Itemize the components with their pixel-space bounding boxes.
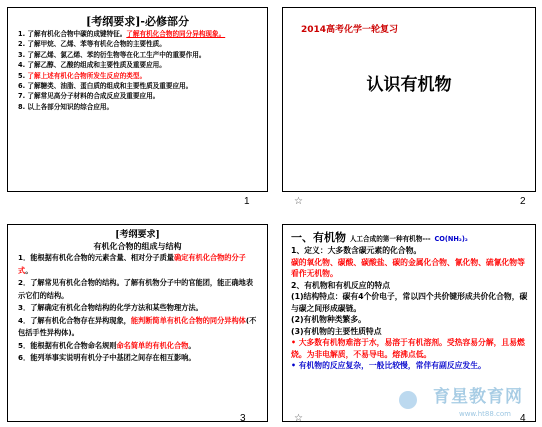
item-text: 以上各部分知识的综合应用。 [27, 102, 114, 111]
slide-4-line: • 大多数有机物难溶于水，易溶于有机溶剂。受热容易分解，且易燃烧。为非电解质，不易导电。熔沸点低。 [291, 338, 525, 359]
item-text: 了解乙醇、乙酸的组成和主要性质及重要应用。 [27, 61, 166, 70]
item-post: 。 [25, 265, 33, 275]
star-icon: ☆ [294, 196, 303, 207]
item-pre: 4．了解有机化合物存在异构现象， [18, 315, 131, 325]
slide-4[interactable] [282, 224, 536, 422]
slide-3[interactable] [7, 224, 268, 422]
slide-1-item [18, 39, 259, 49]
item-pre: 1．能根据有机化合物的元素含量、相对分子质量 [18, 253, 174, 262]
item-red: 能判断简单有机化合物的同分异构体 [130, 315, 246, 325]
page-number-1: 1 [244, 196, 250, 207]
slide-3-title: [考纲要求] [115, 230, 160, 240]
item-number: 8. [18, 102, 26, 111]
watermark: 育星教育网 [433, 387, 523, 407]
item-text: 了解乙烯、氯乙烯、苯的衍生物等在化工生产中的重要作用。 [27, 50, 206, 59]
slide-3-item [18, 302, 259, 315]
item-red: 命名简单的有机化合物 [116, 340, 189, 350]
item-text: 了解甲烷、乙烯、苯等有机化合物的主要性质。 [27, 40, 166, 49]
slide-1-item [18, 29, 259, 39]
item-number: 1. [18, 30, 26, 38]
slide-1-title: [考纲要求]-必修部分 [86, 15, 189, 28]
item-text: 了解糖类、油脂、蛋白质的组成和主要性质及重要应用。 [27, 82, 193, 91]
slide-4-heading-note: 人工合成的第一种有机物--- [349, 235, 431, 243]
item-number: 2. [18, 40, 26, 49]
slide-3-subtitle: 有机化合物的组成与结构 [93, 242, 182, 251]
slide-4-line: 碳的氧化物、碳酸、碳酸盐、碳的金属化合物、氰化物、硫氰化物等看作无机物。 [291, 257, 525, 278]
slide-3-list [8, 252, 267, 365]
slide-3-item [18, 352, 259, 365]
slide-1-list [8, 29, 267, 112]
slide-3-item [18, 277, 259, 302]
star-icon: ☆ [294, 413, 303, 424]
item-post: 。 [188, 340, 196, 350]
slide-1[interactable] [7, 7, 268, 192]
item-highlight: 了解有机化合物的同分异构现象。 [126, 30, 226, 38]
slide-3-item [18, 315, 259, 340]
slide-1-item [18, 60, 259, 70]
page-number-2: 2 [520, 196, 526, 207]
item-pre: 6．能列举事实说明有机分子中基团之间存在相互影响。 [18, 353, 196, 362]
slide-4-line: 2、有机物和有机反应的特点 [291, 280, 390, 290]
page-number-4: 4 [520, 413, 526, 424]
slide-1-item [18, 81, 259, 91]
item-post: (不包括手性异构体)。 [18, 315, 257, 337]
item-red: 确定有机化合物的分子式 [18, 253, 246, 275]
slide-4-heading [291, 229, 535, 245]
item-pre: 2．了解常见有机化合物的结构。了解有机物分子中的官能团，能正确地表示它们的结构。 [18, 278, 254, 300]
slide-4-line: (2)有机物种类繁多。 [291, 315, 366, 324]
slide-3-item [18, 340, 259, 353]
slide-1-item [18, 71, 259, 81]
slide-4-content [283, 245, 535, 372]
item-number: 7. [18, 92, 26, 101]
page-number-3: 3 [240, 413, 246, 424]
item-text: 了解有机化合物中碳的成键特征。 [27, 30, 127, 38]
watermark-logo-icon [399, 391, 417, 409]
slide-1-item [18, 102, 259, 112]
item-pre: 5．能根据有机化合物命名规则 [18, 340, 117, 350]
item-number: 6. [18, 82, 26, 91]
slide-2-subtitle: 2014高考化学一轮复习 [301, 25, 399, 35]
slide-1-item [18, 50, 259, 60]
slide-1-item [18, 91, 259, 101]
slide-4-line: (3)有机物的主要性质特点 [291, 326, 382, 336]
slide-4-heading-main: 一、有机物 [291, 231, 346, 244]
item-number: 3. [18, 50, 26, 59]
urea-formula: CO(NH₂)₂ [434, 235, 468, 243]
item-highlight: 了解上述有机化合物所发生反应的类型。 [27, 71, 147, 80]
slide-3-item [18, 252, 259, 277]
item-number: 4. [18, 61, 26, 70]
slide-4-line: • 有机物的反应复杂，一般比较慢，常伴有副反应发生。 [291, 361, 486, 370]
slide-2[interactable] [282, 7, 536, 192]
slide-4-line: (1)结构特点：碳有4个价电子，常以四个共价键形成共价化合物，碳与碳之间形成碳链。 [291, 292, 528, 313]
slide-4-line: 1、定义：大多数含碳元素的化合物。 [291, 246, 422, 255]
item-text: 了解常见高分子材料的合成反应及重要应用。 [27, 92, 160, 101]
watermark-url: www.ht88.com [458, 410, 511, 418]
item-pre: 3．了解确定有机化合物结构的化学方法和某些物理方法。 [18, 303, 203, 312]
item-number: 5. [18, 71, 26, 80]
slide-2-title: 认识有机物 [366, 75, 452, 95]
